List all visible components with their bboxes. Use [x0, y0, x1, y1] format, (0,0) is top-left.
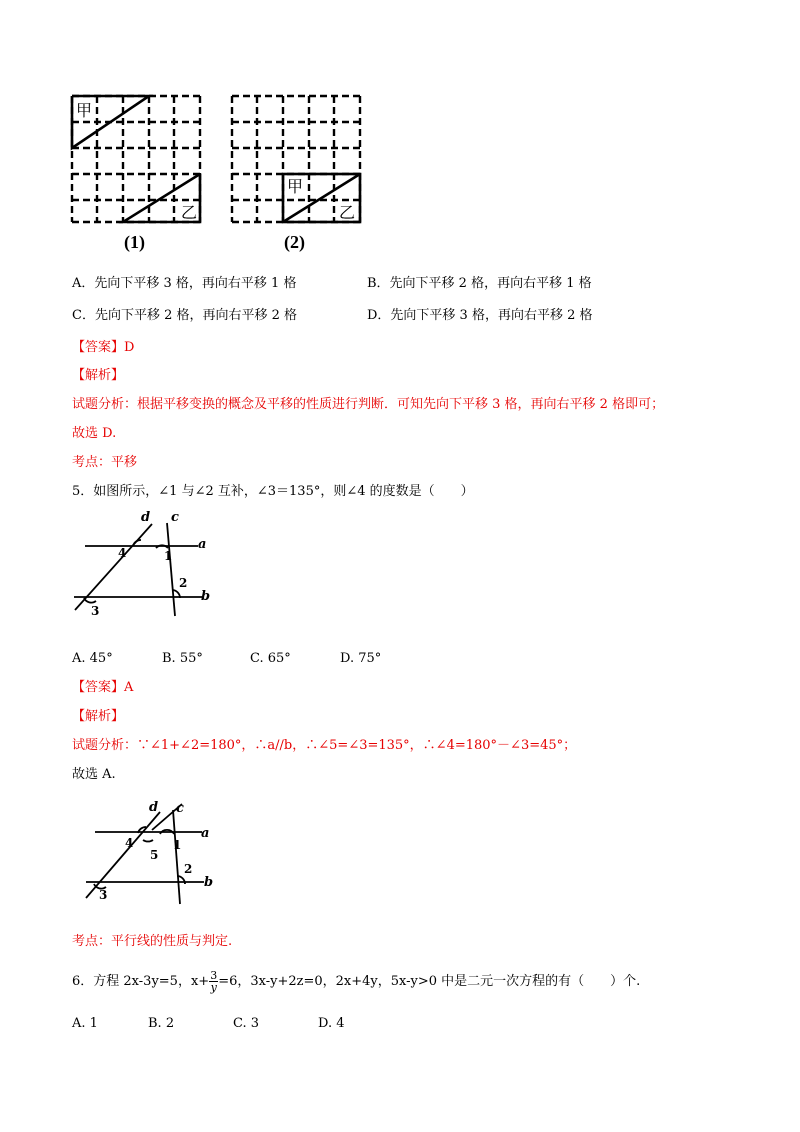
q6-question — [72, 967, 640, 997]
q6-question-after: =6，3x-y+2z=0，2x+4y，5x-y>0 中是二元一次方程的有（ ）个. — [218, 974, 641, 989]
q5-kaodian: 考点：平行线的性质与判定. — [72, 934, 233, 949]
q5-analysis-label: 【解析】 — [72, 709, 125, 724]
q5-analysis: 试题分析：∵∠1+∠2=180°，∴a//b，∴∠5=∠3=135°，∴∠4=180°－∠3=45°； — [72, 738, 577, 753]
fig2-label-1: 1 — [173, 838, 182, 852]
q6-option-c: C. 3 — [233, 1016, 260, 1031]
q5-option-a: A. 45° — [72, 651, 113, 666]
q5-answer: 【答案】A — [72, 680, 134, 695]
q6-option-a: A. 1 — [72, 1016, 98, 1031]
fig2-label-a: a — [201, 826, 210, 841]
fig1-label-4: 4 — [118, 546, 127, 560]
fig2-label-3: 3 — [99, 888, 108, 902]
fig2-label-2: 2 — [184, 862, 193, 876]
grid2-caption: (2) — [284, 232, 305, 252]
fig2-label-c: c — [176, 801, 184, 816]
fig1-label-3: 3 — [91, 604, 100, 618]
q4-answer: 【答案】D — [72, 340, 135, 355]
fig2-label-d: d — [149, 800, 159, 815]
q5-option-b: B. 55° — [162, 651, 203, 666]
fig2-label-4: 4 — [125, 836, 134, 850]
q6-option-d: D. 4 — [318, 1016, 345, 1031]
q4-option-c: C．先向下平移 2 格，再向右平移 2 格 — [72, 308, 298, 323]
fig2-label-b: b — [204, 875, 214, 890]
grid1-label-yi: 乙 — [181, 203, 198, 222]
q5-option-c: C. 65° — [250, 651, 291, 666]
fig1-label-2: 2 — [179, 576, 188, 590]
q5-option-d: D. 75° — [340, 651, 382, 666]
fig1-label-c: c — [171, 510, 179, 525]
q6-frac-num: 3 — [210, 969, 218, 982]
q4-analysis-label: 【解析】 — [72, 368, 125, 383]
grid2-label-jia: 甲 — [287, 177, 304, 196]
q6-option-b: B. 2 — [148, 1016, 175, 1031]
q6-frac-den: y — [210, 981, 217, 994]
q4-option-d: D．先向下平移 3 格，再向右平移 2 格 — [367, 308, 593, 323]
q4-kaodian: 考点：平移 — [72, 455, 138, 470]
q5-conclusion: 故选 A. — [72, 767, 116, 782]
fig1-label-b: b — [201, 589, 211, 604]
q4-conclusion: 故选 D. — [72, 426, 117, 441]
q6-question-before: 6．方程 2x-3y=5，x+ — [72, 974, 210, 989]
fig1-label-a: a — [198, 537, 207, 552]
q4-option-a: A．先向下平移 3 格，再向右平移 1 格 — [72, 276, 297, 291]
fig2-label-5: 5 — [150, 848, 159, 862]
grid1-label-jia: 甲 — [76, 101, 93, 120]
q5-question: 5．如图所示，∠1 与∠2 互补，∠3＝135°，则∠4 的度数是（ ） — [72, 484, 474, 499]
q6-fraction — [209, 970, 218, 993]
grid1-caption: (1) — [124, 232, 145, 252]
fig1-label-d: d — [141, 510, 151, 525]
q4-analysis: 试题分析：根据平移变换的概念及平移的性质进行判断．可知先向下平移 3 格，再向右平移 2 格即可； — [72, 397, 665, 412]
fig1-label-1: 1 — [164, 549, 173, 563]
grid2-label-yi: 乙 — [339, 203, 356, 222]
q4-option-b: B．先向下平移 2 格，再向右平移 1 格 — [367, 276, 592, 291]
